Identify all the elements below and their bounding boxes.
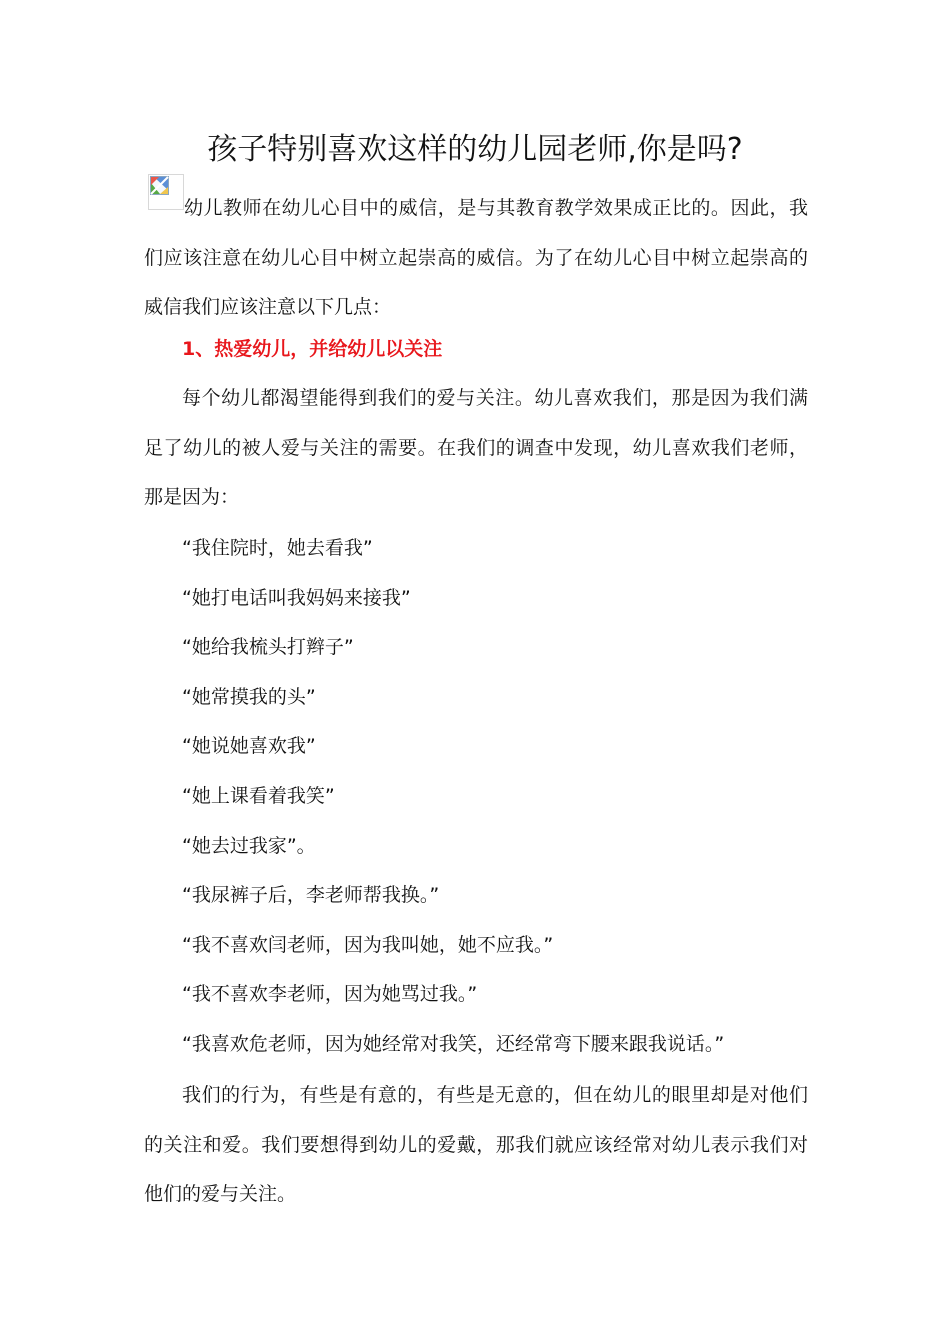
quote-item: “我不喜欢李老师，因为她骂过我。”: [182, 983, 478, 1006]
quote-item: “她去过我家”。: [182, 834, 316, 857]
paragraph-2: 我们的行为，有些是有意的，有些是无意的，但在幼儿的眼里却是对他们的关注和爱。我们要想得到幼儿的爱戴，那我们就应该经常对幼儿表示我们对他们的爱与关注。: [144, 1084, 808, 1205]
intro-paragraph: 幼儿教师在幼儿心目中的威信，是与其教育教学效果成正比的。因此，我们应该注意在幼儿心目中树立起崇高的威信。为了在幼儿心目中树立起崇高的威信我们应该注意以下几点：: [144, 197, 808, 318]
quote-item: “她说她喜欢我”: [182, 735, 316, 758]
page-title: 孩子特别喜欢这样的幼儿园老师,你是吗?: [207, 132, 743, 167]
quote-list: [182, 524, 724, 1070]
quote-item: “我不喜欢闫老师，因为我叫她，她不应我。”: [182, 933, 554, 956]
quote-item: “我喜欢危老师，因为她经常对我笑，还经常弯下腰来跟我说话。”: [182, 1032, 725, 1055]
quote-item: “她打电话叫我妈妈来接我”: [182, 586, 411, 609]
quote-item: “她给我梳头打辫子”: [182, 636, 354, 659]
quote-item: “我住院时，她去看我”: [182, 537, 373, 559]
quote-item: “她常摸我的头”: [182, 685, 316, 708]
section-heading: 1、热爱幼儿，并给幼儿以关注: [182, 338, 443, 360]
paragraph-1: 每个幼儿都渴望能得到我们的爱与关注。幼儿喜欢我们，那是因为我们满足了幼儿的被人爱与关注的需要。在我们的调查中发现，幼儿喜欢我们老师，那是因为：: [144, 387, 808, 508]
quote-item: “我尿裤子后，李老师帮我换。”: [182, 884, 440, 907]
quote-item: “她上课看着我笑”: [182, 784, 335, 807]
